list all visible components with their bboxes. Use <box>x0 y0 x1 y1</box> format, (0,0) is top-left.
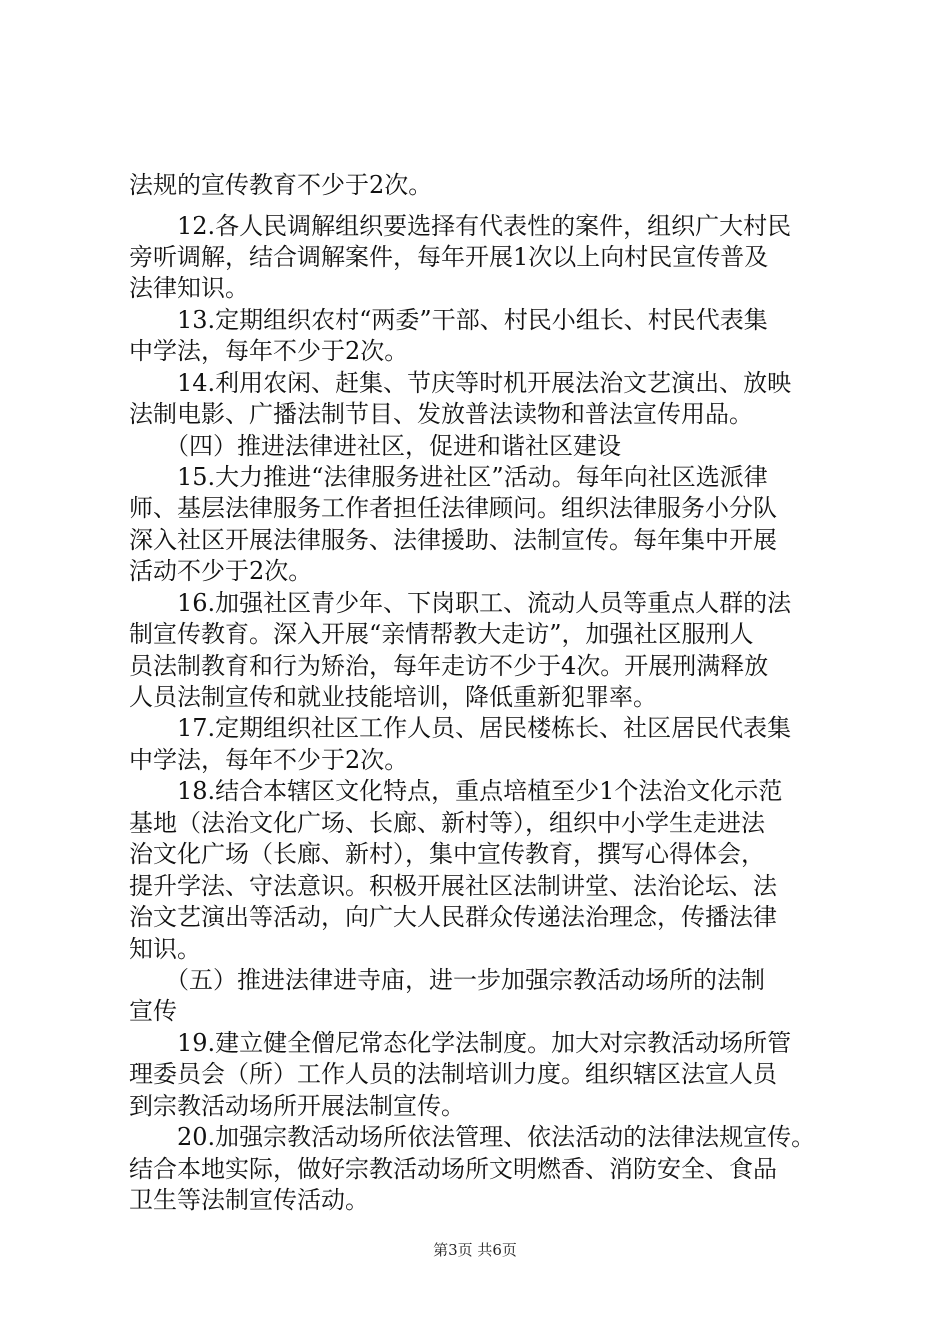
text-line: 卫生等法制宣传活动。 <box>129 1186 369 1214</box>
page-footer: 第3页 共6页 <box>433 1241 517 1259</box>
text-line: 知识。 <box>129 935 201 963</box>
section-heading: （五）推进法律进寺庙，进一步加强宗教活动场所的法制 <box>129 966 765 994</box>
text-line: 活动不少于2次。 <box>129 557 313 585</box>
text-line: 治文艺演出等活动，向广大人民群众传递法治理念，传播法律 <box>129 903 777 931</box>
text-line: 师、基层法律服务工作者担任法律顾问。组织法律服务小分队 <box>129 494 777 522</box>
text-line: 员法制教育和行为矫治，每年走访不少于4次。开展刑满释放 <box>129 652 769 680</box>
text-line: 法规的宣传教育不少于2次。 <box>129 171 433 199</box>
text-line: 结合本地实际，做好宗教活动场所文明燃香、消防安全、食品 <box>129 1155 777 1183</box>
text-line: 旁听调解，结合调解案件，每年开展1次以上向村民宣传普及 <box>129 243 769 271</box>
text-line: 到宗教活动场所开展法制宣传。 <box>129 1092 465 1120</box>
text-line: 理委员会（所）工作人员的法制培训力度。组织辖区法宣人员 <box>129 1060 777 1088</box>
text-line: 治文化广场（长廊、新村），集中宣传教育，撰写心得体会， <box>129 840 765 868</box>
text-line: 13.定期组织农村“两委”干部、村民小组长、村民代表集 <box>129 306 768 334</box>
text-line: 18.结合本辖区文化特点，重点培植至少1个法治文化示范 <box>129 777 783 805</box>
text-line: 19.建立健全僧尼常态化学法制度。加大对宗教活动场所管 <box>129 1029 792 1057</box>
text-line: 15.大力推进“法律服务进社区”活动。每年向社区选派律 <box>129 463 768 491</box>
text-line: 深入社区开展法律服务、法律援助、法制宣传。每年集中开展 <box>129 526 777 554</box>
section-heading: 宣传 <box>129 997 177 1025</box>
section-heading: （四）推进法律进社区，促进和谐社区建设 <box>129 432 621 460</box>
text-line: 12.各人民调解组织要选择有代表性的案件，组织广大村民 <box>129 212 792 240</box>
text-line: 法制电影、广播法制节目、发放普法读物和普法宣传用品。 <box>129 400 753 428</box>
text-line: 20.加强宗教活动场所依法管理、依法活动的法律法规宣传。 <box>129 1123 816 1151</box>
text-line: 16.加强社区青少年、下岗职工、流动人员等重点人群的法 <box>129 589 792 617</box>
text-line: 法律知识。 <box>129 274 249 302</box>
text-line: 人员法制宣传和就业技能培训，降低重新犯罪率。 <box>129 683 657 711</box>
text-line: 17.定期组织社区工作人员、居民楼栋长、社区居民代表集 <box>129 714 792 742</box>
text-line: 中学法，每年不少于2次。 <box>129 746 409 774</box>
text-line: 中学法，每年不少于2次。 <box>129 337 409 365</box>
text-line: 制宣传教育。深入开展“亲情帮教大走访”，加强社区服刑人 <box>129 620 754 648</box>
text-line: 提升学法、守法意识。积极开展社区法制讲堂、法治论坛、法 <box>129 872 777 900</box>
text-line: 基地（法治文化广场、长廊、新村等），组织中小学生走进法 <box>129 809 765 837</box>
text-line: 14.利用农闲、赶集、节庆等时机开展法治文艺演出、放映 <box>129 369 792 397</box>
